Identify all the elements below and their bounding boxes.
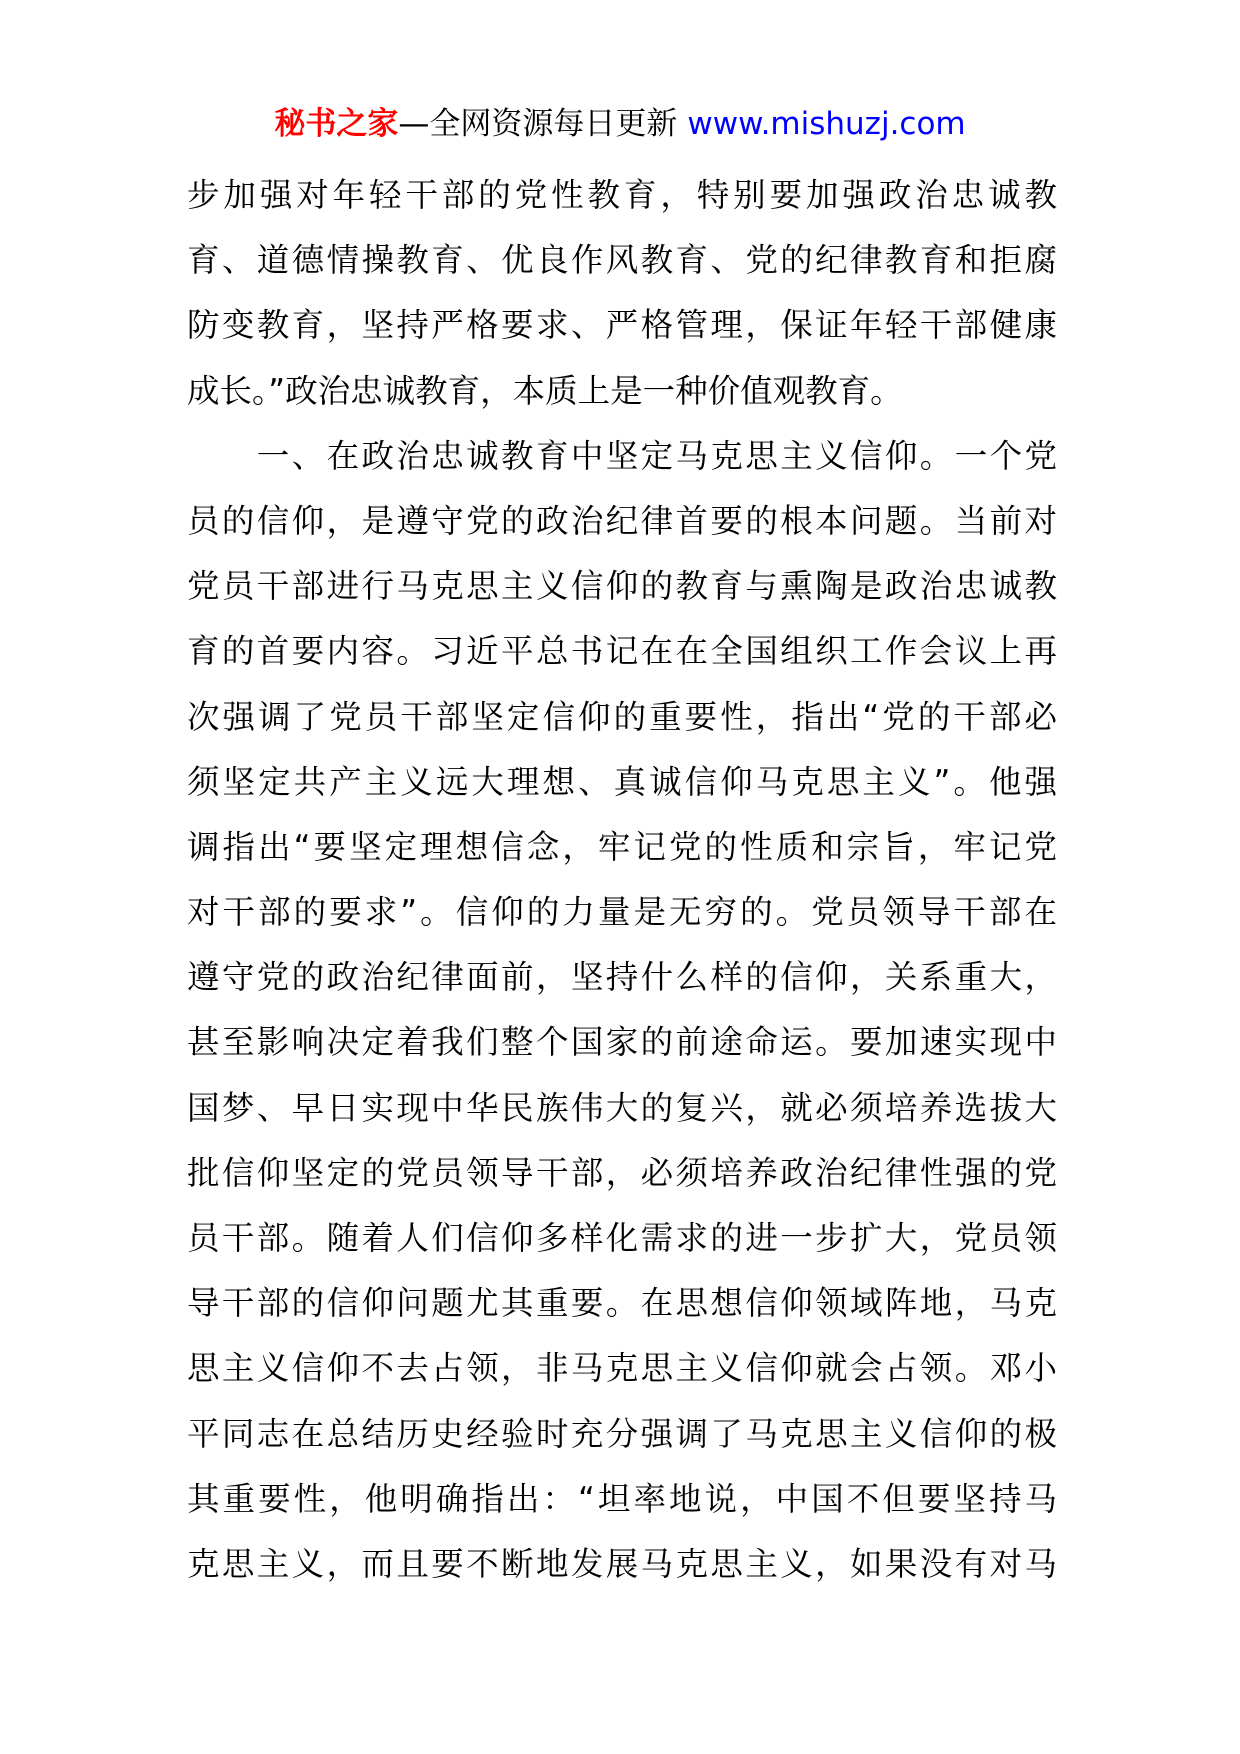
text-line: 批信仰坚定的党员领导干部，必须培养政治纪律性强的党	[187, 1153, 1057, 1192]
text-line: 步加强对年轻干部的党性教育，特别要加强政治忠诚教	[187, 176, 1057, 214]
document-body	[187, 163, 1057, 1597]
site-url-link[interactable]: www.mishuzj.com	[687, 106, 966, 142]
paragraph-end-line: 成长。”政治忠诚教育，本质上是一种价值观教育。	[187, 371, 903, 410]
text-line: 平同志在总结历史经验时充分强调了马克思主义信仰的极	[187, 1414, 1057, 1453]
text-line: 防变教育，坚持严格要求、严格管理，保证年轻干部健康	[187, 306, 1057, 345]
text-line: 育、道德情操教育、优良作风教育、党的纪律教育和拒腐	[187, 241, 1057, 280]
text-line: 国梦、早日实现中华民族伟大的复兴，就必须培养选拔大	[187, 1088, 1057, 1127]
text-line: 对干部的要求”。信仰的力量是无穷的。党员领导干部在	[187, 893, 1057, 932]
text-line: 遵守党的政治纪律面前，坚持什么样的信仰，关系重大，	[187, 958, 1057, 997]
text-line: 导干部的信仰问题尤其重要。在思想信仰领域阵地，马克	[187, 1284, 1057, 1323]
section-heading-line: 一、在政治忠诚教育中坚定马克思主义信仰。一个党	[187, 436, 1057, 475]
text-line: 须坚定共产主义远大理想、真诚信仰马克思主义”。他强	[187, 762, 1057, 801]
text-line: 党员干部进行马克思主义信仰的教育与熏陶是政治忠诚教	[187, 567, 1057, 606]
text-line: 次强调了党员干部坚定信仰的重要性，指出“党的干部必	[187, 697, 1057, 736]
site-header	[0, 100, 1240, 148]
brand-name: 秘书之家	[274, 106, 399, 142]
text-line: 克思主义，而且要不断地发展马克思主义，如果没有对马	[187, 1544, 1057, 1583]
text-line: 甚至影响决定着我们整个国家的前途命运。要加速实现中	[187, 1023, 1057, 1062]
text-line: 思主义信仰不去占领，非马克思主义信仰就会占领。邓小	[187, 1349, 1057, 1388]
text-line: 员的信仰，是遵守党的政治纪律首要的根本问题。当前对	[187, 501, 1057, 540]
text-line: 其重要性，他明确指出：“坦率地说，中国不但要坚持马	[187, 1479, 1057, 1518]
header-tagline: —全网资源每日更新	[398, 106, 678, 142]
text-line: 调指出“要坚定理想信念，牢记党的性质和宗旨，牢记党	[187, 827, 1057, 866]
text-line: 育的首要内容。习近平总书记在在全国组织工作会议上再	[187, 632, 1057, 671]
text-line: 员干部。随着人们信仰多样化需求的进一步扩大，党员领	[187, 1219, 1057, 1257]
